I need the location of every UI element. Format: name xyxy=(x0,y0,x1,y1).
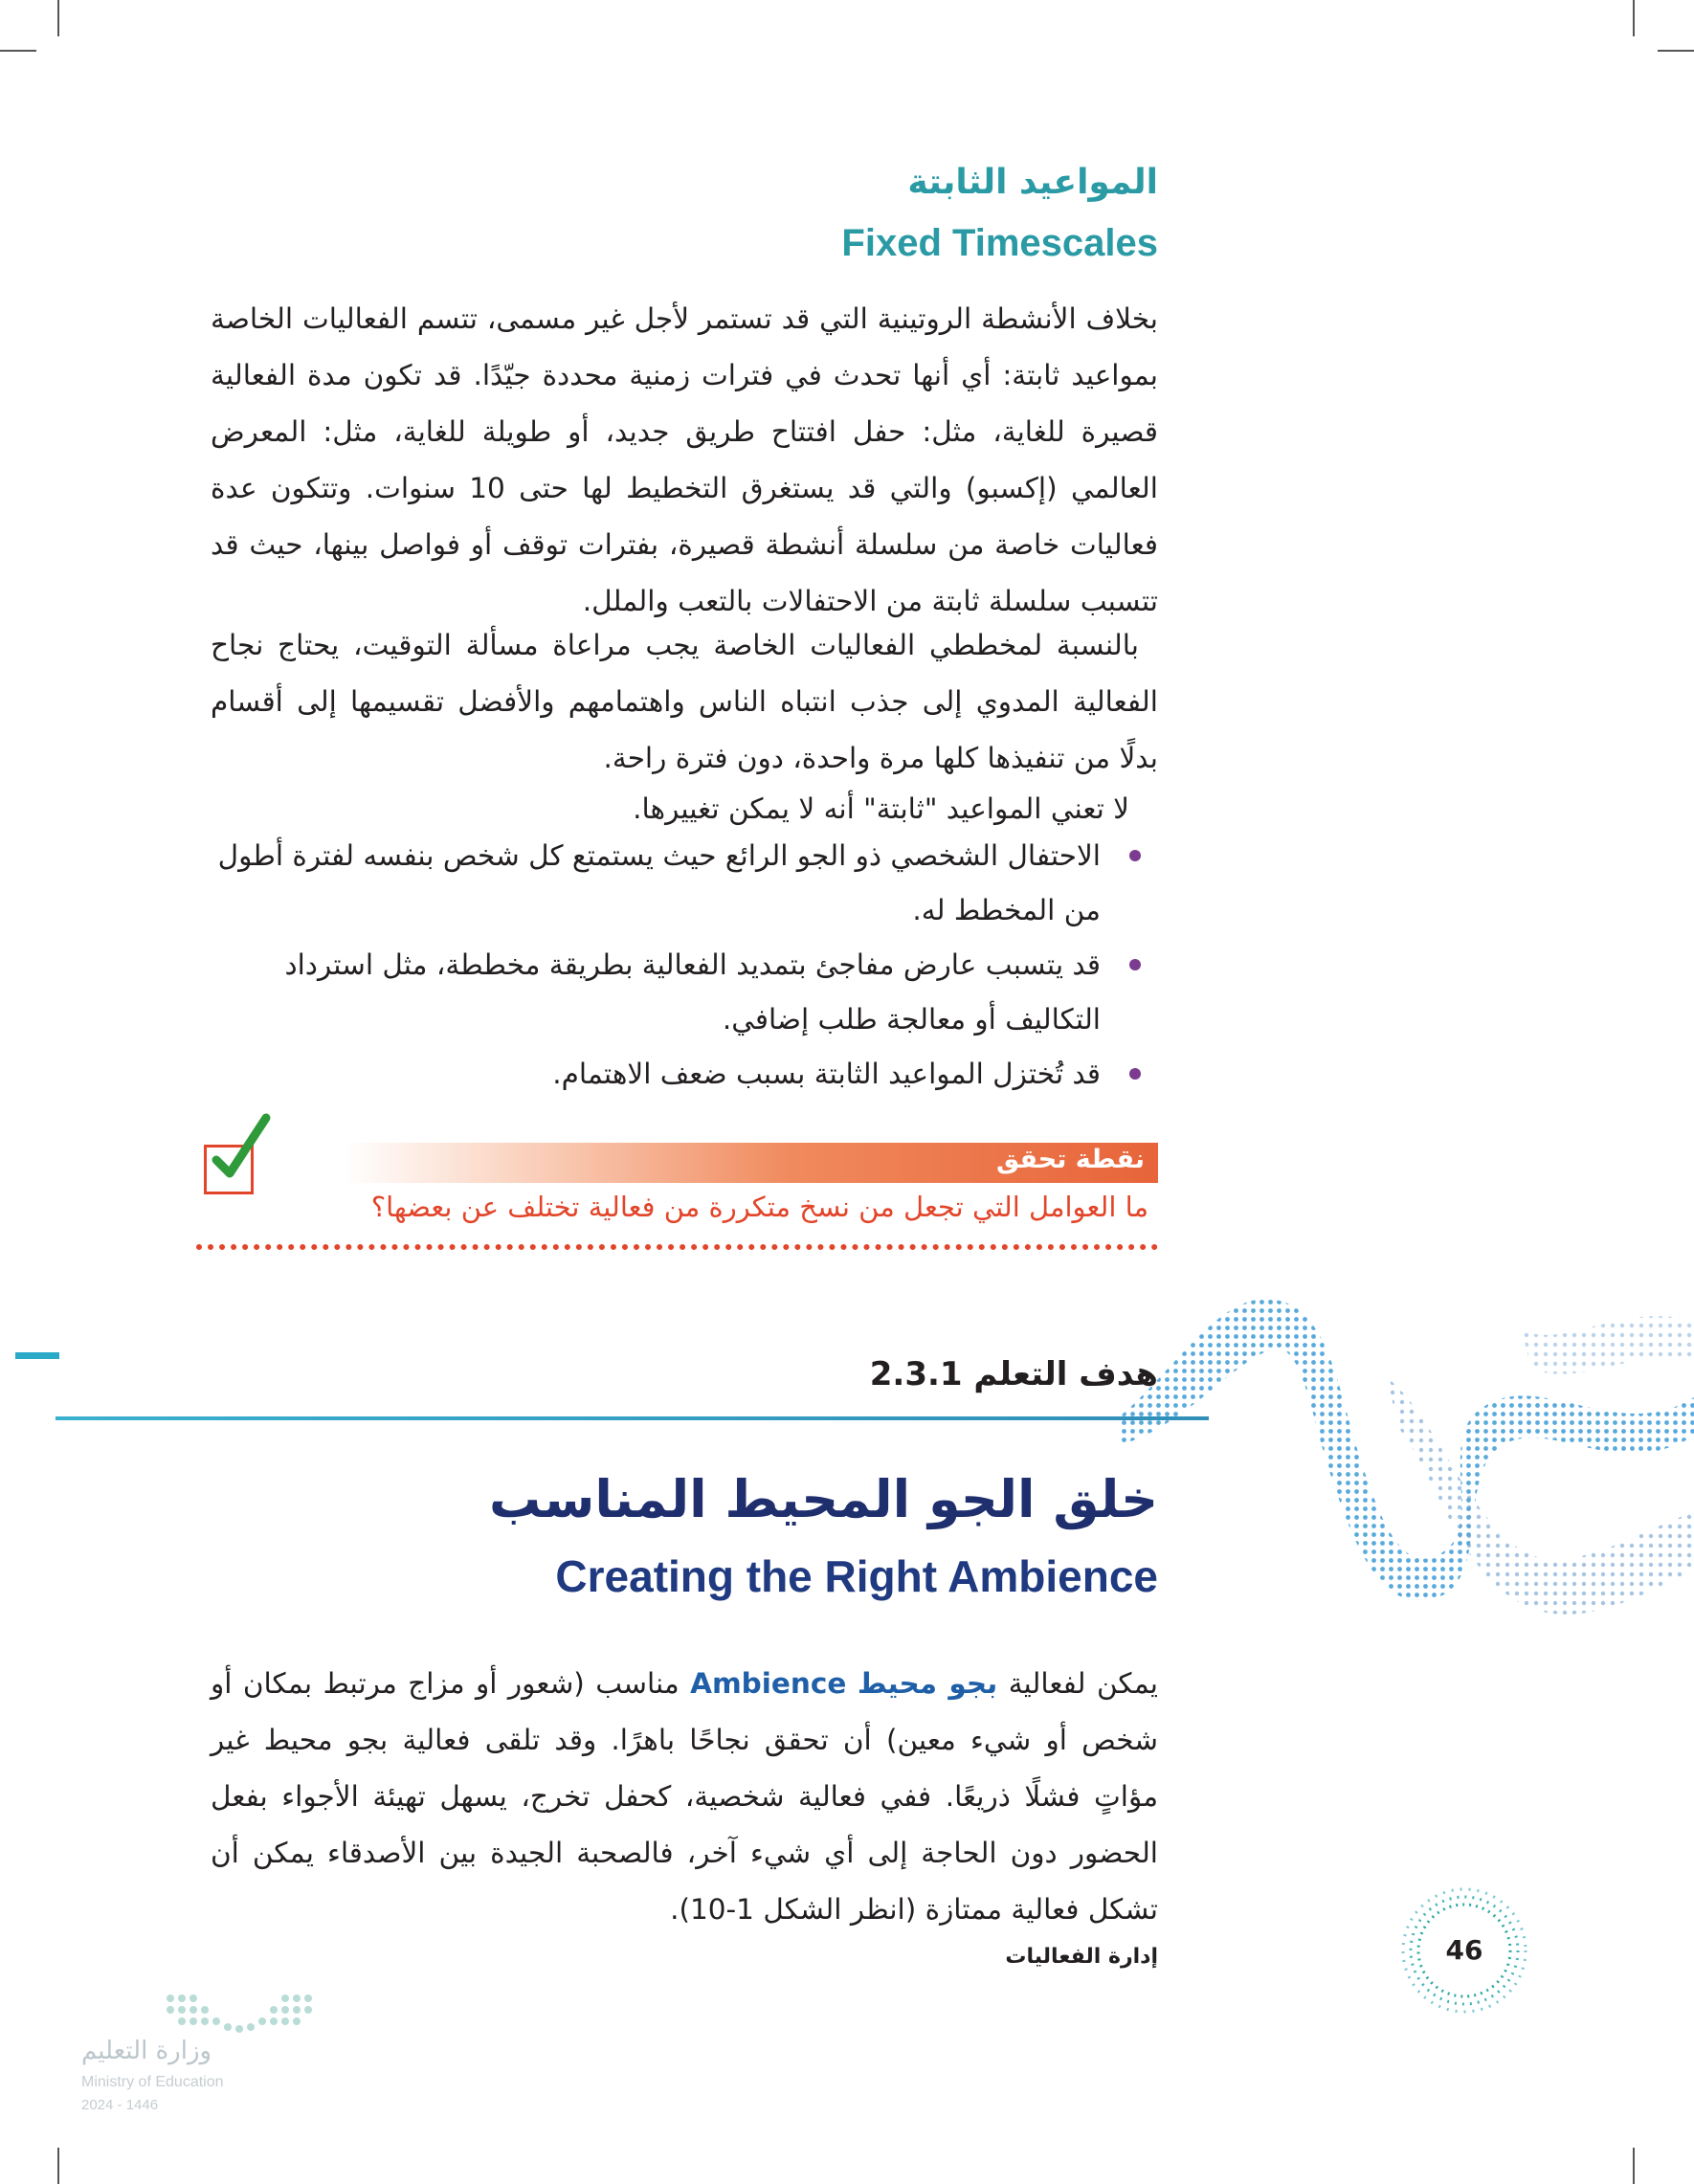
ministry-year: 2024 - 1446 xyxy=(81,2097,159,2113)
crop-mark xyxy=(1633,2148,1635,2184)
crop-mark xyxy=(57,2148,59,2184)
crop-mark xyxy=(57,0,59,36)
paragraph-ambience: يمكن لفعالية بجو محيط Ambience مناسب (شعور أو مزاج مرتبط بمكان أو شخص أو شيء معين) أن تحقق نجاحًا باهرًا. وقد تلقى فعالية بجو محيط غير مؤاتٍ فشلًا ذريعًا. ففي فعالية شخصية، كحفل تخرج، يسهل تهيئة الأجواء بفعل الحضور دون الحاجة إلى أي شيء آخر، فالصحبة الجيدة بين الأصدقاء يمكن أن تشكل فعالية ممتازة (انظر الشكل 1-10). xyxy=(211,1667,1158,1926)
check-mark-icon xyxy=(209,1110,276,1187)
ministry-name-ar: وزارة التعليم xyxy=(81,2037,212,2065)
keyword-en: Ambience xyxy=(690,1667,847,1700)
checkpoint-question: ما العوامل التي تجعل من نسخ متكررة من فعالية تختلف عن بعضها؟ xyxy=(370,1191,1148,1223)
list-item: قد يتسبب عارض مفاجئ بتمديد الفعالية بطريقة مخططة، مثل استرداد التكاليف أو معالجة طلب إضافي. xyxy=(201,938,1158,1047)
ministry-logo-icon xyxy=(163,1991,316,2035)
keyword-ar: بجو محيط xyxy=(857,1667,998,1700)
bullet-dot xyxy=(1129,959,1141,970)
crop-mark xyxy=(0,50,36,52)
bullet-dot xyxy=(1129,1068,1141,1080)
decorative-wave-graphic xyxy=(1120,1263,1694,1684)
paragraph-fixed-timescales: بخلاف الأنشطة الروتينية التي قد تستمر لأجل غير مسمى، تتسم الفعاليات الخاصة بمواعيد ثابتة: أي أنها تحدث في فترات زمنية محددة جيّدًا. قد تكون مدة الفعالية قصيرة للغاية، مثل: حفل افتتاح طريق جديد، أو طويلة للغاية، مثل: المعرض العالمي (إكسبو) والتي قد يستغرق التخطيط لها حتى 10 سنوات. وتتكون عدة فعاليات خاصة من سلسلة أنشطة قصيرة، بفترات توقف أو فواصل بينها، حيث قد تتسبب سلسلة ثابتة من الاحتفالات بالتعب والملل. xyxy=(211,302,1158,617)
ministry-name-en: Ministry of Education xyxy=(81,2074,224,2090)
bullet-list xyxy=(201,829,1158,1102)
learning-objective-underline xyxy=(56,1416,1209,1420)
section-title-ar: المواعيد الثابتة xyxy=(907,163,1158,202)
paragraph-not-unchangeable: لا تعني المواعيد "ثابتة" أنه لا يمكن تغييرها. xyxy=(633,792,1129,825)
paragraph-timing: بالنسبة لمخططي الفعاليات الخاصة يجب مراعاة مسألة التوقيت، يحتاج نجاح الفعالية المدوي إلى جذب انتباه الناس واهتمامهم والأفضل تقسيمها إلى أقسام بدلًا من تنفيذها كلها مرة واحدة، دون فترة راحة. xyxy=(211,629,1158,774)
checkpoint-label: نقطة تحقق xyxy=(995,1145,1145,1174)
book-title: إدارة الفعاليات xyxy=(1005,1945,1158,1969)
side-marker xyxy=(15,1352,59,1359)
page-number: 46 xyxy=(1431,1917,1498,1984)
list-item: قد تُختزل المواعيد الثابتة بسبب ضعف الاهتمام. xyxy=(201,1047,1158,1102)
crop-mark xyxy=(1658,50,1694,52)
heading-ambience-en: Creating the Right Ambience xyxy=(555,1551,1158,1601)
heading-ambience-ar: خلق الجو المحيط المناسب xyxy=(489,1469,1158,1529)
list-item: الاحتفال الشخصي ذو الجو الرائع حيث يستمتع كل شخص بنفسه لفترة أطول من المخطط له. xyxy=(201,829,1158,938)
bullet-dot xyxy=(1129,850,1141,861)
dotted-divider xyxy=(196,1244,1158,1250)
learning-objective-label: هدف التعلم 2.3.1 xyxy=(869,1355,1158,1393)
section-title-en: Fixed Timescales xyxy=(841,222,1158,264)
crop-mark xyxy=(1633,0,1635,36)
